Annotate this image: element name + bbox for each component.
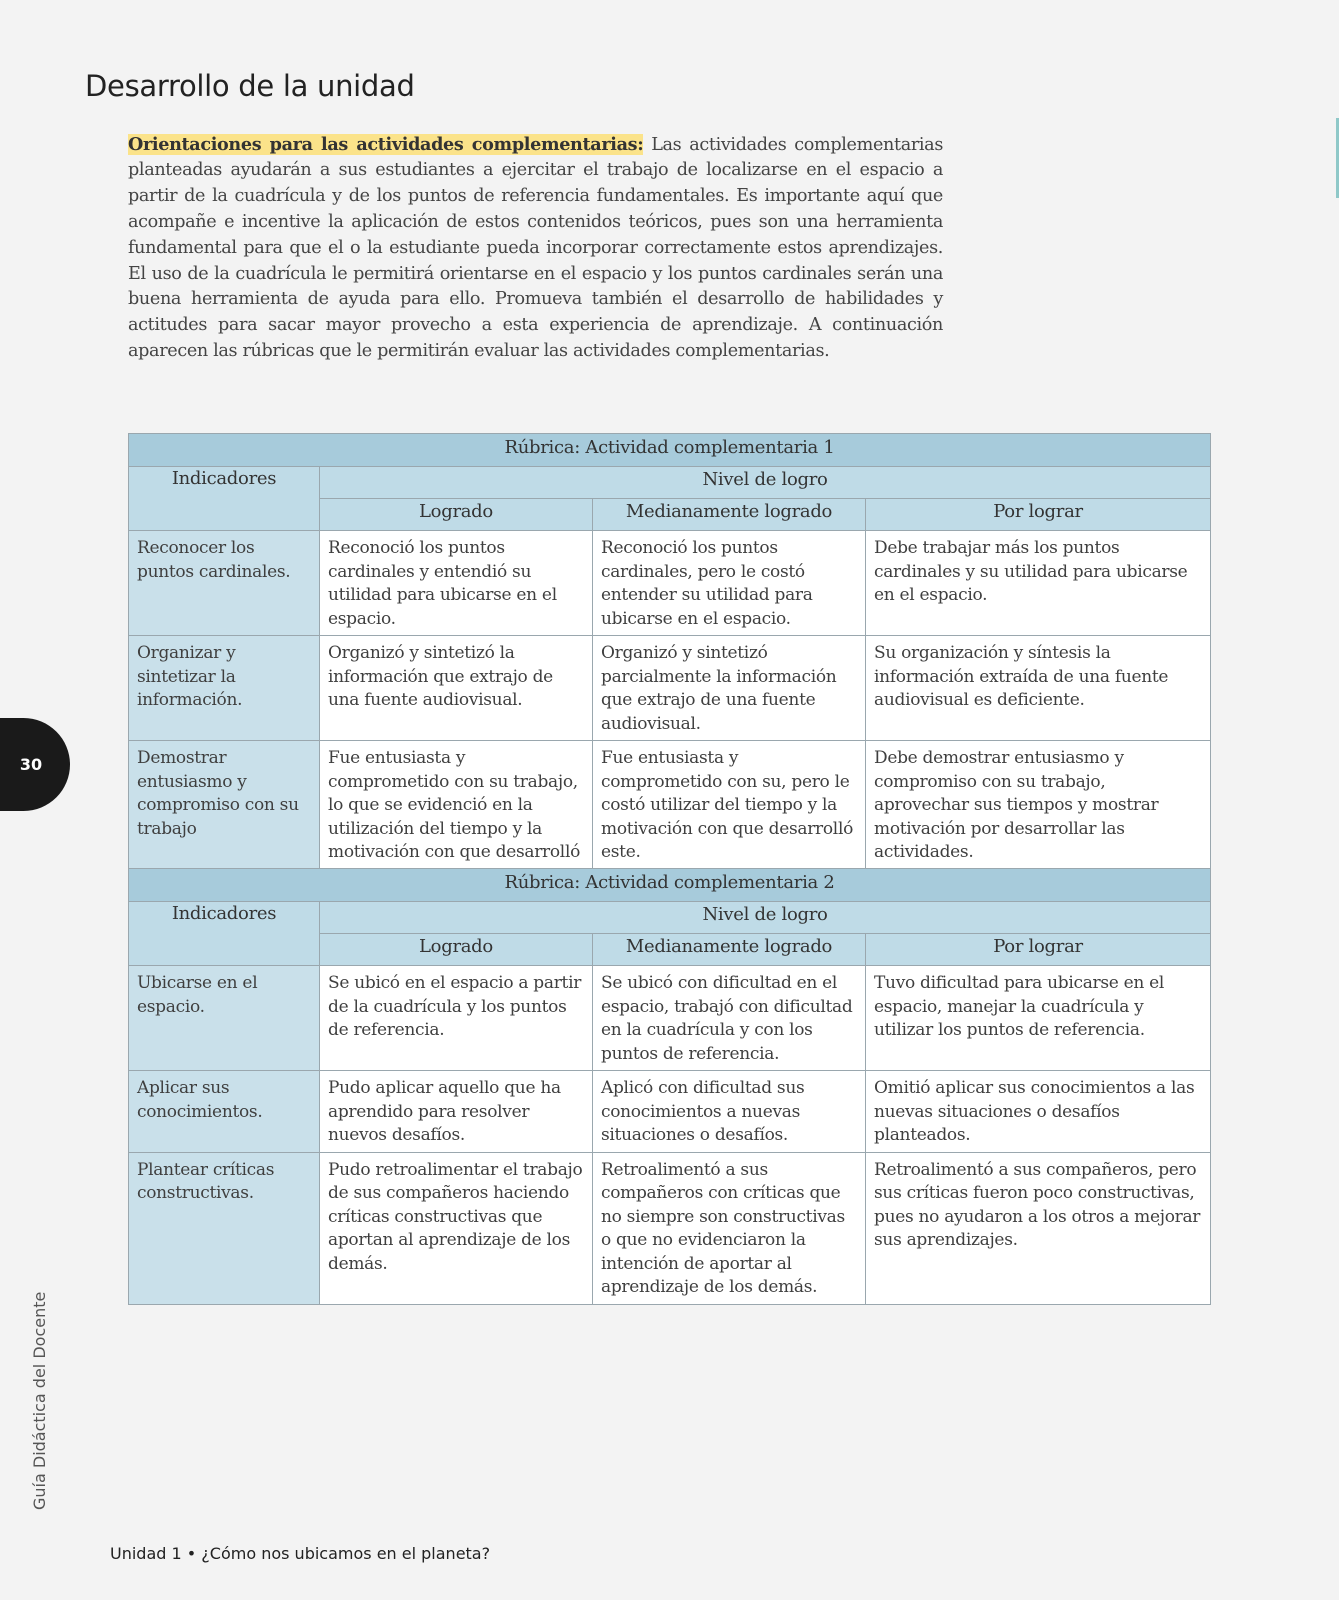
- indicator-cell: Demostrar entusiasmo y compromiso con su trabajo: [129, 741, 320, 893]
- table-row: [129, 1071, 1211, 1153]
- indicator-cell: Reconocer los puntos cardinales.: [129, 531, 320, 636]
- medianamente-cell: Reconoció los puntos cardinales, pero le costó entender su utilidad para ubicarse en el espacio.: [593, 531, 866, 636]
- logrado-cell: Reconoció los puntos cardinales y entendió su utilidad para ubicarse en el espacio.: [320, 531, 593, 636]
- level-medianamente-header: Medianamente logrado: [593, 934, 866, 966]
- intro-highlight: Orientaciones para las actividades complementarias:: [128, 133, 644, 155]
- level-por-lograr-header: Por lograr: [866, 499, 1211, 531]
- logrado-cell: Se ubicó en el espacio a partir de la cuadrícula y los puntos de referencia.: [320, 966, 593, 1071]
- logrado-cell: Pudo retroalimentar el trabajo de sus compañeros haciendo críticas constructivas que aportan al aprendizaje de los demás.: [320, 1152, 593, 1304]
- footer-unit-label: Unidad 1 • ¿Cómo nos ubicamos en el planeta?: [110, 1544, 491, 1563]
- indicators-header: Indicadores: [129, 902, 320, 966]
- level-header: Nivel de logro: [320, 902, 1211, 934]
- intro-text: Las actividades complementarias planteadas ayudarán a sus estudiantes a ejercitar el trabajo de localizarse en el espacio a partir de la cuadrícula y de los puntos de referencia fundamentales. Es importante aquí que acompañe e incentive la aplicación de estos contenidos teóricos, pues son una herramienta fundamental para que el o la estudiante pueda incorporar correctamente estos aprendizajes. El uso de la cuadrícula le permitirá orientarse en el espacio y los puntos cardinales serán una buena herramienta de ayuda para ello. Promueva también el desarrollo de habilidades y actitudes para sacar mayor provecho a esta experiencia de aprendizaje. A continuación aparecen las rúbricas que le permitirán evaluar las actividades complementarias.: [128, 134, 943, 361]
- indicator-cell: Ubicarse en el espacio.: [129, 966, 320, 1071]
- logrado-cell: Organizó y sintetizó la información que extrajo de una fuente audiovisual.: [320, 636, 593, 741]
- por-lograr-cell: Debe demostrar entusiasmo y compromiso con su trabajo, aprovechar sus tiempos y mostrar motivación por desarrollar las actividades.: [866, 741, 1211, 893]
- level-header: Nivel de logro: [320, 467, 1211, 499]
- rubric-title: Rúbrica: Actividad complementaria 2: [129, 869, 1211, 902]
- page-number-tab: [0, 718, 70, 811]
- rubric-table-1: [128, 433, 1211, 893]
- table-row: [129, 966, 1211, 1071]
- por-lograr-cell: Omitió aplicar sus conocimientos a las nuevas situaciones o desafíos planteados.: [866, 1071, 1211, 1153]
- medianamente-cell: Aplicó con dificultad sus conocimientos a nuevas situaciones o desafíos.: [593, 1071, 866, 1153]
- page-title: Desarrollo de la unidad: [85, 69, 415, 104]
- level-logrado-header: Logrado: [320, 934, 593, 966]
- medianamente-cell: Retroalimentó a sus compañeros con críticas que no siempre son constructivas o que no evidenciaron la intención de aportar al aprendizaje de los demás.: [593, 1152, 866, 1304]
- level-logrado-header: Logrado: [320, 499, 593, 531]
- logrado-cell: Fue entusiasta y comprometido con su trabajo, lo que se evidenció en la utilización del tiempo y la motivación con que desarrolló: [320, 741, 593, 893]
- page-number: 30: [19, 755, 43, 774]
- indicator-cell: Aplicar sus conocimientos.: [129, 1071, 320, 1153]
- indicator-cell: Plantear críticas constructivas.: [129, 1152, 320, 1304]
- medianamente-cell: Fue entusiasta y comprometido con su, pero le costó utilizar del tiempo y la motivación con que desarrolló este.: [593, 741, 866, 893]
- por-lograr-cell: Debe trabajar más los puntos cardinales y su utilidad para ubicarse en el espacio.: [866, 531, 1211, 636]
- indicators-header: Indicadores: [129, 467, 320, 531]
- level-por-lograr-header: Por lograr: [866, 934, 1211, 966]
- rubric-table-2: [128, 868, 1211, 1305]
- indicator-cell: Organizar y sintetizar la información.: [129, 636, 320, 741]
- por-lograr-cell: Tuvo dificultad para ubicarse en el espacio, manejar la cuadrícula y utilizar los puntos de referencia.: [866, 966, 1211, 1071]
- rubric-title: Rúbrica: Actividad complementaria 1: [129, 434, 1211, 467]
- por-lograr-cell: Retroalimentó a sus compañeros, pero sus críticas fueron poco constructivas, pues no ayudaron a los otros a mejorar sus aprendizajes.: [866, 1152, 1211, 1304]
- table-row: [129, 636, 1211, 741]
- level-medianamente-header: Medianamente logrado: [593, 499, 866, 531]
- intro-paragraph: [128, 132, 943, 365]
- table-row: [129, 1152, 1211, 1304]
- table-row: [129, 531, 1211, 636]
- por-lograr-cell: Su organización y síntesis la información extraída de una fuente audiovisual es deficiente.: [866, 636, 1211, 741]
- medianamente-cell: Organizó y sintetizó parcialmente la información que extrajo de una fuente audiovisual.: [593, 636, 866, 741]
- logrado-cell: Pudo aplicar aquello que ha aprendido para resolver nuevos desafíos.: [320, 1071, 593, 1153]
- side-label: Guía Didáctica del Docente: [30, 1291, 49, 1510]
- medianamente-cell: Se ubicó con dificultad en el espacio, trabajó con dificultad en la cuadrícula y con los puntos de referencia.: [593, 966, 866, 1071]
